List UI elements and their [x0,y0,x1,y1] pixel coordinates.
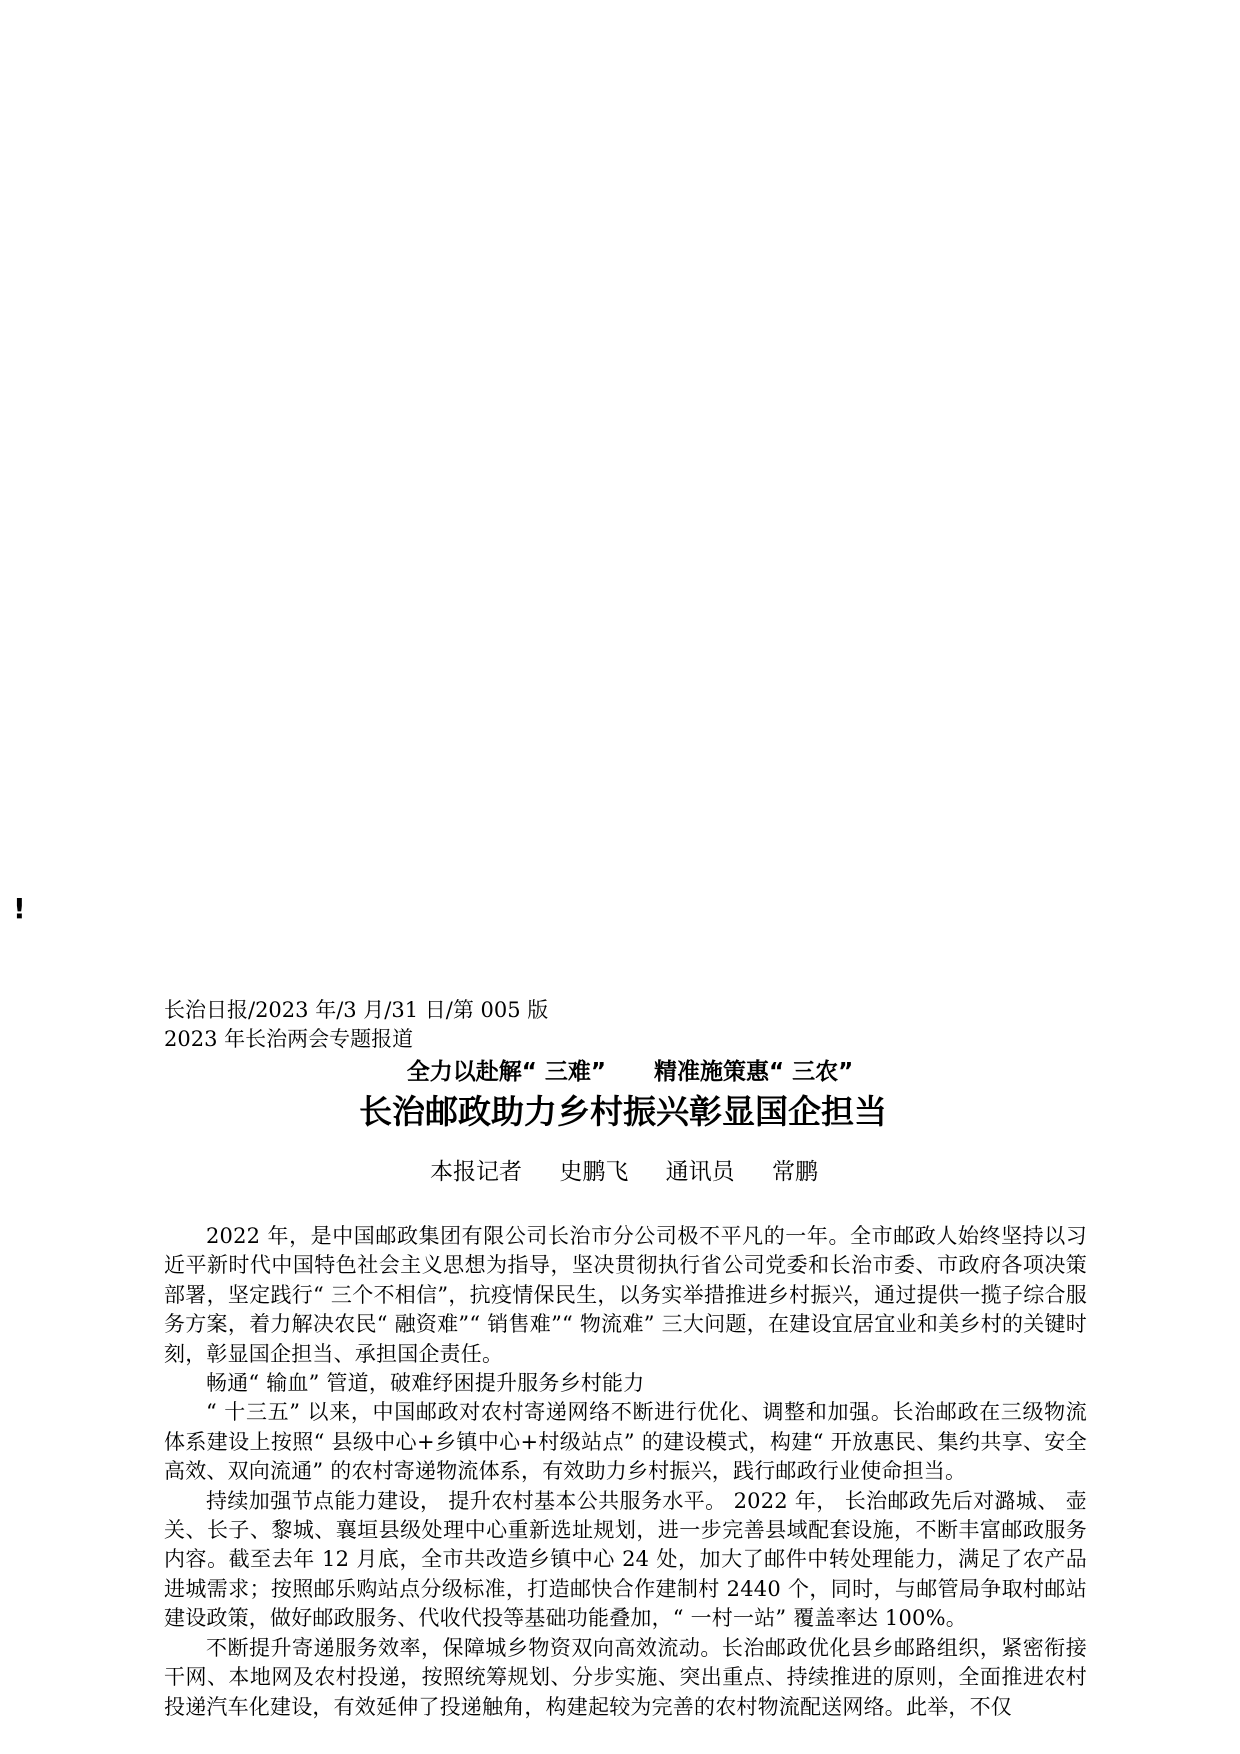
article-headline: 长治邮政助力乡村振兴彰显国企担当 [359,1092,887,1131]
byline-correspondent-name: 常鹏 [771,1159,818,1185]
article-paragraph: 持续加强节点能力建设， 提升农村基本公共服务水平。 2022 年， 长治邮政先后对潞城、 壶关、长子、黎城、襄垣县级处理中心重新选址规划，进一步完善县域配套设施，不断丰富邮政服务内容。截至去年 12 月底，全市共改造乡镇中心 24 处，加大了邮件中转处理能力，满足了农产品进城需求；按照邮乐购站点分级标准，打造邮快合作建制村 2440 个，同时，与邮管局争取村邮站建设政策，做好邮政服务、代收代投等基础功能叠加，“ 一村一站” 覆盖率达 100%。 [164,1488,1087,1631]
article-subtitle: 全力以赴解“ 三难” 精准施策惠“ 三农” [406,1059,854,1085]
article-paragraph: 2022 年，是中国邮政集团有限公司长治市分公司极不平凡的一年。全市邮政人始终坚持以习近平新时代中国特色社会主义思想为指导，坚决贯彻执行省公司党委和长治市委、市政府各项决策部署，坚定践行“ 三个不相信”，抗疫情保民生，以务实举措推进乡村振兴，通过提供一揽子综合服务方案，着力解决农民“ 融资难”“ 销售难”“ 物流难” 三大问题，在建设宜居宜业和美乡村的关键时刻，彰显国企担当、承担国企责任。 [164,1224,1087,1366]
article-section-heading: 畅通“ 输血” 管道，破难纾困提升服务乡村能力 [206,1371,645,1396]
article-body [164,1222,1087,1722]
byline [0,1157,1240,1187]
byline-reporter-name: 史鹏飞 [559,1159,629,1185]
article-paragraph: 不断提升寄递服务效率，保障城乡物资双向高效流动。长治邮政优化县乡邮路组织，紧密衔接干网、本地网及农村投递，按照统筹规划、分步实施、突出重点、持续推进的原则，全面推进农村投递汽车化建设，有效延伸了投递触角，构建起较为完善的农村物流配送网络。此举，不仅 [164,1635,1087,1719]
exclamation-mark: ! [13,892,26,925]
article-paragraph: “ 十三五” 以来，中国邮政对农村寄递网络不断进行优化、调整和加强。长治邮政在三级物流体系建设上按照“ 县级中心+乡镇中心+村级站点” 的建设模式，构建“ 开放惠民、集约共享、安全高效、双向流通” 的农村寄递物流体系，有效助力乡村振兴，践行邮政行业使命担当。 [164,1400,1087,1484]
byline-correspondent-label: 通讯员 [665,1159,735,1185]
byline-reporter-label: 本报记者 [430,1159,523,1185]
publication-source-line: 长治日报/2023 年/3 月/31 日/第 005 版 2023 年长治两会专题报道 [164,998,549,1051]
